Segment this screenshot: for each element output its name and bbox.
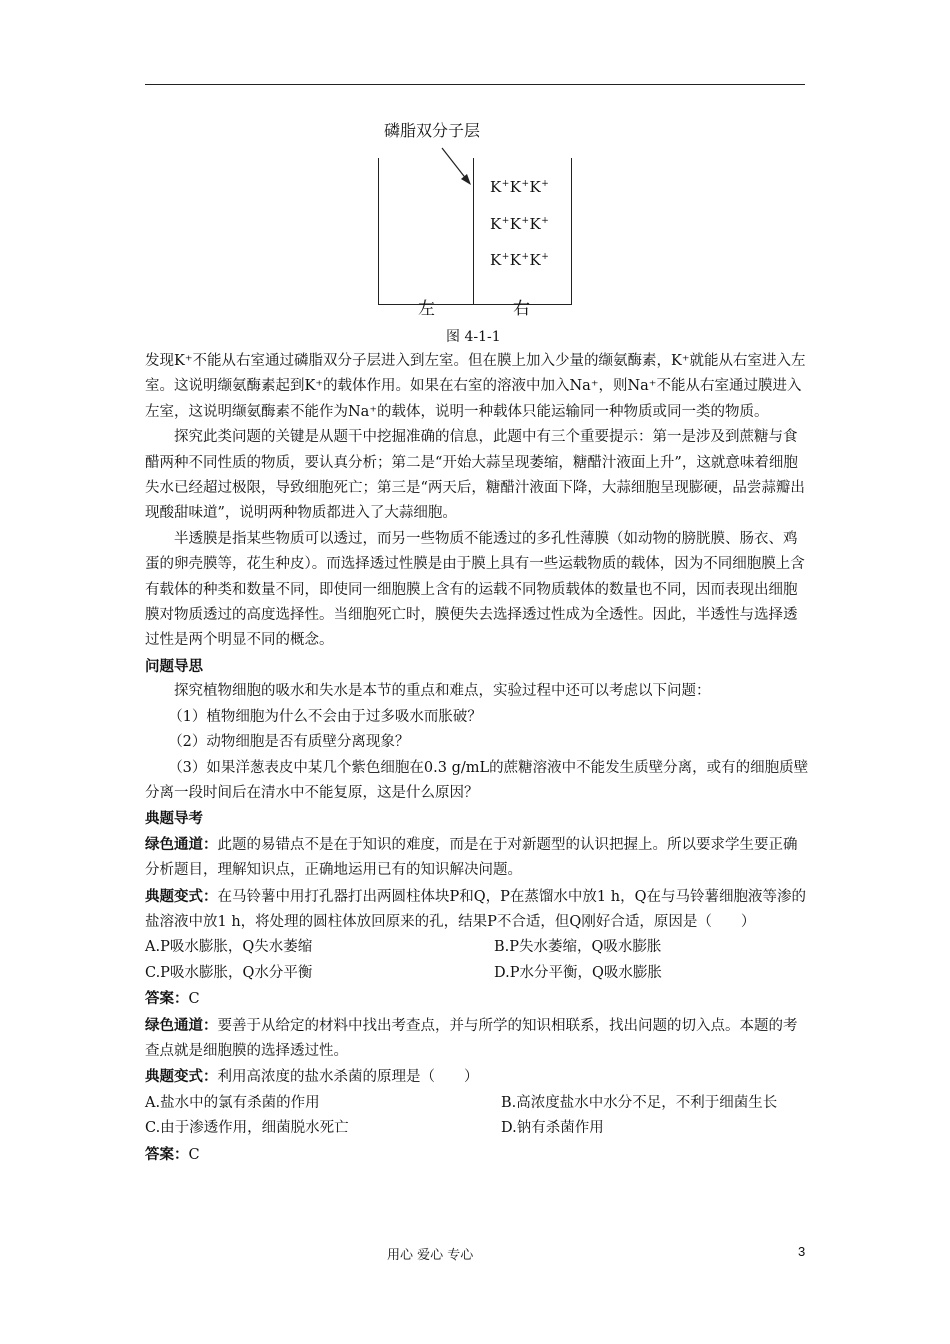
note-paragraph: 绿色通道：要善于从给定的材料中找出考查点，并与所学的知识相联系，找出问题的切入点。本题的考查点就是细胞膜的选择透过性。: [145, 1016, 798, 1059]
section-heading: 典题导考: [145, 810, 203, 828]
section-heading: 问题导思: [145, 657, 203, 675]
right-chamber-label: 右: [513, 299, 530, 319]
question-item: （1）植物细胞为什么不会由于过多吸水而胀破？: [168, 708, 482, 725]
question-paragraph: 典题变式：利用高浓度的盐水杀菌的原理是（ ）: [145, 1068, 479, 1086]
body-text: [145, 349, 809, 1168]
membrane-line: [473, 158, 474, 304]
variant-label: 典题变式：: [145, 1068, 218, 1086]
question-item: （2）动物细胞是否有质壁分离现象？: [168, 734, 410, 751]
option-row: [145, 1116, 809, 1141]
note-label: 绿色通道：: [145, 1016, 218, 1034]
option-c: C.由于渗透作用，细菌脱水死亡: [145, 1120, 349, 1137]
option-b: B.高浓度盐水中水分不足，不利于细菌生长: [501, 1094, 778, 1111]
option-row: [145, 935, 809, 960]
page-number: 3: [798, 1244, 806, 1259]
question-item: （3）如果洋葱表皮中某几个紫色细胞在0.3 g/mL的蔗糖溶液中不能发生质壁分离，或有的细胞质壁分离一段时间后在清水中不能复原，这是什么原因？: [145, 759, 809, 801]
option-a: A.盐水中的氯有杀菌的作用: [145, 1094, 320, 1111]
option-row: [145, 961, 809, 986]
paragraph: 发现K⁺不能从右室通过磷脂双分子层进入到左室。但在膜上加入少量的缬氨酶素，K⁺就能从右室进入左室。这说明缬氨酶素起到K⁺的载体作用。如果在右室的溶液中加入Na⁺，则Na⁺不能从右室通过膜进入左室，这说明缬氨酶素不能作为Na⁺的载体，说明一种载体只能运输同一种物质或同一类的物质。: [145, 353, 806, 420]
figure-caption: 图 4-1-1: [446, 329, 501, 345]
left-chamber-label: 左: [418, 299, 435, 319]
answer-line: 答案：C: [145, 1145, 200, 1163]
variant-label: 典题变式：: [145, 887, 218, 905]
option-d: D.钠有杀菌作用: [501, 1120, 604, 1137]
option-c: C.P吸水膨胀，Q水分平衡: [145, 964, 313, 981]
ion-row: K+K+K+: [490, 251, 550, 269]
header-rule: [145, 84, 805, 85]
answer-line: 答案：C: [145, 990, 200, 1008]
option-row: [145, 1091, 809, 1116]
footer-text: 用心 爱心 专心: [387, 1248, 474, 1263]
paragraph: 探究此类问题的关键是从题干中挖掘准确的信息，此题中有三个重要提示：第一是涉及到蔗糖与食醋两种不同性质的物质，要认真分析；第二是“开始大蒜呈现萎缩，糖醋汁液面上升”，这就意味着细胞失水已经超过极限，导致细胞死亡；第三是“两天后，糖醋汁液面下降，大蒜细胞呈现膨硬，品尝蒜瓣出现酸甜味道”，说明两种物质都进入了大蒜细胞。: [145, 429, 805, 522]
option-b: B.P失水萎缩，Q吸水膨胀: [494, 939, 662, 956]
option-a: A.P吸水膨胀，Q失水萎缩: [145, 939, 313, 956]
membrane-figure: [370, 118, 590, 348]
figure-label: 磷脂双分子层: [384, 121, 481, 140]
paragraph: 探究植物细胞的吸水和失水是本节的重点和难点，实验过程中还可以考虑以下问题：: [174, 683, 711, 700]
paragraph: 半透膜是指某些物质可以透过，而另一些物质不能透过的多孔性薄膜（如动物的膀胱膜、肠衣、鸡蛋的卵壳膜等，花生种皮）。而选择透过性膜是由于膜上具有一些运载物质的载体，因为不同细胞膜上含有载体的种类和数量不同，即使同一细胞膜上含有的运载不同物质载体的数量也不同，因而表现出细胞膜对物质透过的高度选择性。当细胞死亡时，膜便失去选择透过性成为全透性。因此，半透性与选择透过性是两个明显不同的概念。: [145, 530, 805, 649]
note-label: 绿色通道：: [145, 835, 218, 853]
option-d: D.P水分平衡，Q吸水膨胀: [494, 964, 662, 981]
ion-row: K+K+K+: [490, 178, 550, 196]
note-paragraph: 绿色通道：此题的易错点不是在于知识的难度，而是在于对新题型的认识把握上。所以要求学生要正确分析题目，理解知识点，正确地运用已有的知识解决问题。: [145, 835, 798, 879]
ion-row: K+K+K+: [490, 215, 550, 233]
question-paragraph: 典题变式：在马铃薯中用打孔器打出两圆柱体块P和Q，P在蒸馏水中放1 h，Q在与马铃薯细胞液等渗的盐溶液中放1 h，将处理的圆柱体放回原来的孔，结果P不合适，但Q刚好合适，原因是（ ）: [145, 887, 806, 930]
